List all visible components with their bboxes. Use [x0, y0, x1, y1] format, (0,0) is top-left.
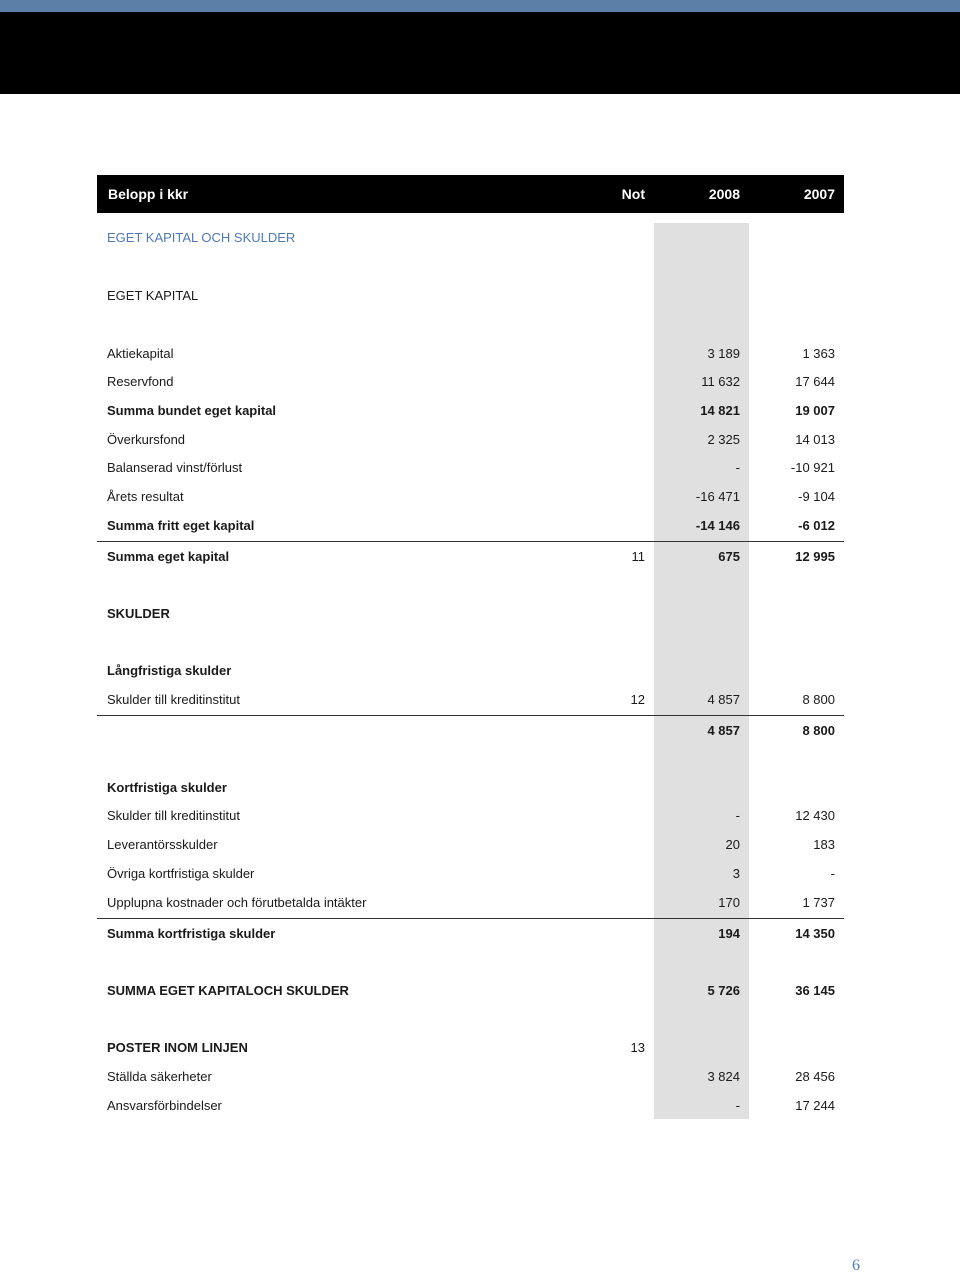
row-value-2007: 14 350 [795, 926, 835, 941]
row-value-2008: 5 726 [707, 983, 740, 998]
table-row [97, 918, 844, 948]
row-value-2007: 36 145 [795, 983, 835, 998]
table-row [97, 685, 844, 714]
table-row [97, 541, 844, 571]
table-row [97, 715, 844, 745]
row-value-2008: 3 [732, 866, 740, 881]
row-value-2007: 8 800 [802, 723, 835, 738]
table-row [97, 482, 844, 511]
table-row [97, 339, 844, 368]
row-value-2008: 675 [718, 549, 740, 564]
table-row [97, 656, 844, 685]
row-value-2008: - [735, 1098, 740, 1113]
row-label: Ställda säkerheter [107, 1069, 212, 1084]
table-row [97, 830, 844, 859]
table-row [97, 859, 844, 888]
row-value-2008: 11 632 [701, 374, 740, 389]
table-row [97, 976, 844, 1005]
row-value-2007: 19 007 [795, 403, 835, 418]
table-row [97, 281, 844, 310]
row-label: Reservfond [107, 374, 174, 389]
header-not: Not [621, 186, 645, 202]
row-value-2007: 17 644 [795, 374, 835, 389]
row-label: Aktiekapital [107, 346, 174, 361]
row-label: EGET KAPITAL OCH SKULDER [107, 230, 296, 245]
row-value-2007: 1 737 [802, 895, 835, 910]
table-row [97, 511, 844, 540]
table-row [97, 425, 844, 454]
table-row [97, 599, 844, 628]
row-value-2007: 28 456 [795, 1069, 835, 1084]
row-label: EGET KAPITAL [107, 288, 199, 303]
row-value-2008: - [735, 460, 740, 475]
table-row [97, 223, 844, 252]
row-label: Summa eget kapital [107, 549, 230, 564]
page-number: 6 [852, 1257, 860, 1274]
table-row [97, 1091, 844, 1120]
row-note: 11 [631, 549, 645, 564]
row-label: SUMMA EGET KAPITALOCH SKULDER [107, 983, 349, 998]
table-row [97, 453, 844, 482]
table-row [97, 1033, 844, 1062]
row-label: Leverantörsskulder [107, 837, 218, 852]
row-value-2008: -14 146 [695, 518, 740, 533]
row-value-2007: 8 800 [802, 692, 835, 707]
row-value-2007: -6 012 [798, 518, 835, 533]
header-2007: 2007 [803, 186, 835, 202]
row-label: Upplupna kostnader och förutbetalda intäkter [107, 895, 367, 910]
table-row [97, 773, 844, 802]
row-label: POSTER INOM LINJEN [107, 1040, 248, 1055]
row-value-2008: 170 [718, 895, 740, 910]
table-row [97, 888, 844, 917]
row-label: Långfristiga skulder [107, 663, 232, 678]
row-label: Övriga kortfristiga skulder [107, 866, 255, 881]
table-row [97, 367, 844, 396]
row-value-2008: 20 [725, 837, 740, 852]
row-value-2008: 194 [718, 926, 740, 941]
row-value-2008: 4 857 [707, 723, 740, 738]
row-value-2007: -9 104 [798, 489, 835, 504]
row-label: SKULDER [107, 606, 170, 621]
header-2008: 2008 [708, 186, 740, 202]
row-value-2008: 2 325 [707, 432, 740, 447]
row-label: Årets resultat [107, 489, 184, 504]
row-value-2007: 12 430 [795, 808, 835, 823]
row-value-2008: 3 824 [707, 1069, 740, 1084]
row-value-2008: 3 189 [707, 346, 740, 361]
table-row [97, 801, 844, 830]
row-value-2008: -16 471 [695, 489, 740, 504]
row-value-2007: 17 244 [795, 1098, 835, 1113]
row-value-2008: - [735, 808, 740, 823]
row-label: Summa bundet eget kapital [107, 403, 277, 418]
row-label: Kortfristiga skulder [107, 780, 227, 795]
row-value-2007: 1 363 [802, 346, 835, 361]
table-row [97, 1062, 844, 1091]
table-row [97, 396, 844, 425]
row-label: Skulder till kreditinstitut [107, 692, 240, 707]
row-note: 13 [630, 1040, 645, 1055]
row-value-2007: 12 995 [795, 549, 835, 564]
row-note: 12 [630, 692, 645, 707]
row-label: Balanserad vinst/förlust [107, 460, 243, 475]
row-value-2008: 4 857 [707, 692, 740, 707]
row-label: Ansvarsförbindelser [107, 1098, 222, 1113]
row-value-2007: 14 013 [795, 432, 835, 447]
row-label: Summa fritt eget kapital [107, 518, 255, 533]
row-label: Skulder till kreditinstitut [107, 808, 240, 823]
header-label: Belopp i kkr [108, 186, 189, 202]
row-label: Överkursfond [107, 432, 186, 447]
row-value-2008: 14 821 [700, 403, 740, 418]
row-value-2007: 183 [813, 837, 835, 852]
row-label: Summa kortfristiga skulder [107, 926, 276, 941]
row-value-2007: - [830, 866, 835, 881]
row-value-2007: -10 921 [790, 460, 835, 475]
